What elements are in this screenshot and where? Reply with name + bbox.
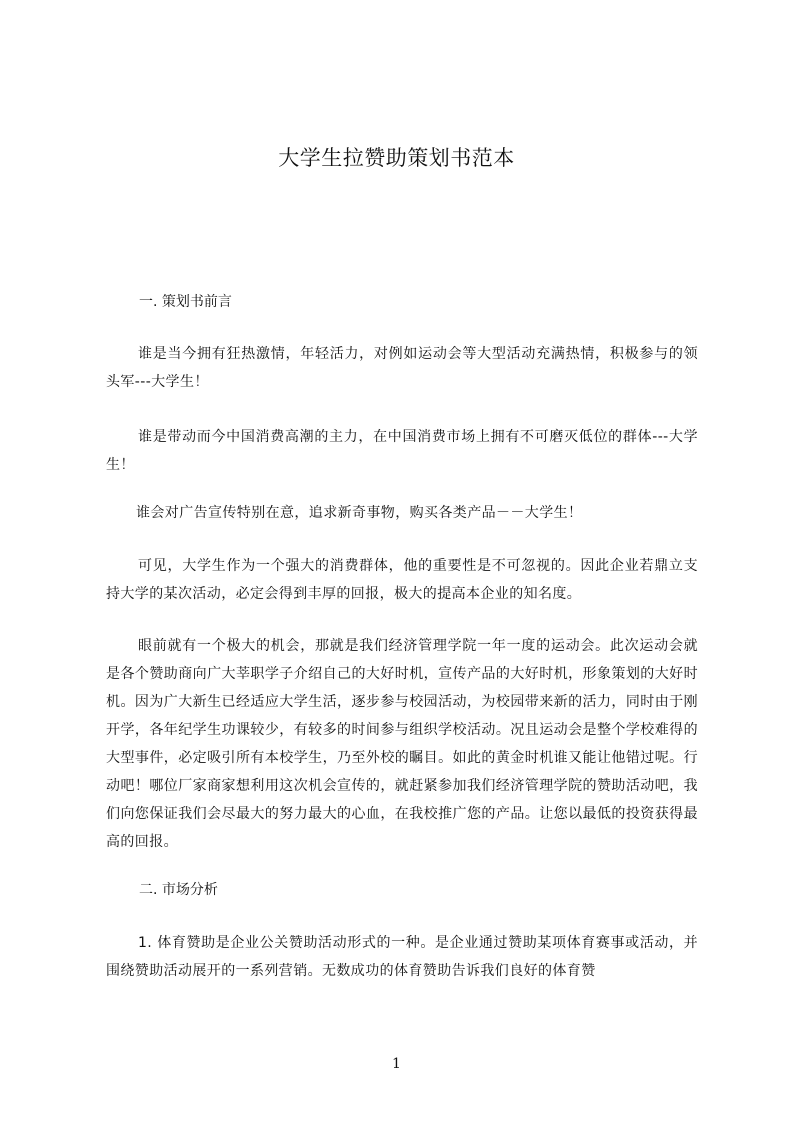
- paragraph-2: 谁是带动而今中国消费高潮的主力，在中国消费市场上拥有不可磨灭低位的群体---大学生！: [106, 429, 698, 473]
- paragraph-3: 谁会对广告宣传特别在意，追求新奇事物，购买各类产品－－大学生！: [136, 505, 583, 521]
- document-title: 大学生拉赞助策划书范本: [278, 146, 515, 170]
- paragraph-1: 谁是当今拥有狂热激情，年轻活力，对例如运动会等大型活动充满热情，积极参与的领头军---大学生！: [106, 346, 698, 390]
- page-number: 1: [392, 1056, 401, 1072]
- paragraph-5: 眼前就有一个极大的机会，那就是我们经济管理学院一年一度的运动会。此次运动会就是各个赞助商向广大莘职学子介绍自己的大好时机，宣传产品的大好时机，形象策划的大好时机。因为广大新生已经适应大学生活，逐步参与校园活动，为校园带来新的活力，同时由于刚开学，各年纪学生功课较少，有较多的时间参与组织学校活动。况且运动会是整个学校难得的大型事件，必定吸引所有本校学生，乃至外校的瞩目。如此的黄金时机谁又能让他错过呢。行动吧！哪位厂家商家想利用这次机会宣传的，就赶紧参加我们经济管理学院的赞助活动吧，我们向您保证我们会尽最大的努力最大的心血，在我校推广您的产品。让您以最低的投资获得最高的回报。: [106, 638, 698, 850]
- paragraph-4: 可见，大学生作为一个强大的消费群体，他的重要性是不可忽视的。因此企业若鼎立支持大学的某次活动，必定会得到丰厚的回报，极大的提高本企业的知名度。: [106, 558, 698, 602]
- section-heading-market: 二. 市场分析: [139, 882, 218, 898]
- paragraph-6: 1. 体育赞助是企业公关赞助活动形式的一种。是企业通过赞助某项体育赛事或活动，并围绕赞助活动展开的一系列营销。无数成功的体育赞助告诉我们良好的体育赞: [106, 935, 698, 979]
- section-heading-preface: 一. 策划书前言: [139, 294, 232, 310]
